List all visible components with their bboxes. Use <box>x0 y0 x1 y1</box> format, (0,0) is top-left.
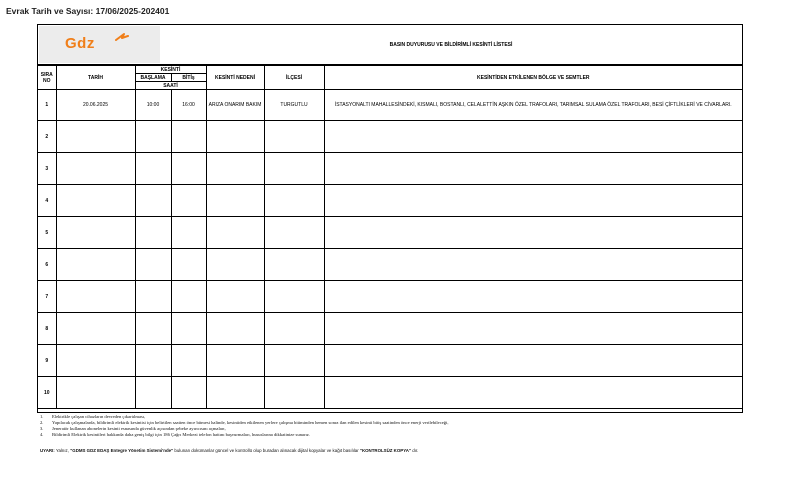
row-tarih <box>56 377 135 409</box>
row-tarih <box>56 121 135 153</box>
row-no: 10 <box>38 377 56 409</box>
row-neden <box>206 121 264 153</box>
table-row <box>38 249 742 281</box>
row-baslama <box>135 345 171 377</box>
row-no: 7 <box>38 281 56 313</box>
row-tarih <box>56 217 135 249</box>
row-neden <box>206 217 264 249</box>
note-text: Jeneratör kullanan abonelerin kesinti esnasında güvenlik açısından şebeke ayırıcısını açmaları, <box>52 426 226 431</box>
row-no: 8 <box>38 313 56 345</box>
header-saati: SAATİ <box>135 82 206 90</box>
row-neden <box>206 281 264 313</box>
header-bolge: KESİNTİDEN ETKİLENEN BÖLGE VE SEMTLER <box>324 66 742 90</box>
row-no: 2 <box>38 121 56 153</box>
row-neden <box>206 185 264 217</box>
row-bitis <box>171 121 206 153</box>
row-baslama <box>135 249 171 281</box>
row-baslama <box>135 217 171 249</box>
row-no: 6 <box>38 249 56 281</box>
row-bolge <box>324 377 742 409</box>
table-row <box>38 90 742 121</box>
row-neden <box>206 313 264 345</box>
row-baslama <box>135 313 171 345</box>
row-ilce <box>264 345 324 377</box>
row-baslama <box>135 121 171 153</box>
logo-mark-icon <box>114 31 130 47</box>
row-no: 5 <box>38 217 56 249</box>
warning-body-1: Yalnız, <box>54 448 71 453</box>
row-bitis <box>171 281 206 313</box>
logo-text: Gdz <box>65 35 95 52</box>
sheet-header <box>38 25 742 65</box>
row-bolge <box>324 281 742 313</box>
table-row <box>38 313 742 345</box>
row-bitis <box>171 217 206 249</box>
row-bitis <box>171 313 206 345</box>
row-neden <box>206 153 264 185</box>
note-number: 3. <box>40 426 44 431</box>
document-title: BASIN DUYURUSU VE BİLDİRİMLİ KESİNTİ LİSTESİ <box>389 42 513 48</box>
note-text: Yapılacak çalışmalarda, bildirimli elektrik kesintisi için belirtilen saatten önce bitmesi halinde, kesintiden etkilenen yerlere çalışma bitiminden hemen sonra ilan edilen kesinti bitiş saatinden önce enerji verilebileceği, <box>52 420 449 425</box>
row-baslama <box>135 185 171 217</box>
note-number: 2. <box>40 420 44 425</box>
row-tarih <box>56 153 135 185</box>
gdz-logo <box>39 26 160 63</box>
row-bolge: İSTASYONALTI MAHALLESİNDEKİ, KISMALI, BOSTANLI, CELALETTİN AŞKIN ÖZEL TRAFOLARI, TARIMSAL SULAMA ÖZEL TRAFOLARI, BESİ ÇİFTLİKLERİ VE CİVARLARI. <box>324 90 742 121</box>
row-neden <box>206 345 264 377</box>
row-ilce <box>264 249 324 281</box>
header-bitis: BİTİş <box>171 74 206 82</box>
table-row <box>38 217 742 249</box>
note-number: 1. <box>40 414 44 419</box>
row-bolge <box>324 249 742 281</box>
row-neden <box>206 377 264 409</box>
row-no: 3 <box>38 153 56 185</box>
row-no: 9 <box>38 345 56 377</box>
row-no: 4 <box>38 185 56 217</box>
row-bitis <box>171 377 206 409</box>
note-text: Elektrikle çalışan cihazların devreden çıkartılması, <box>52 414 146 419</box>
row-bitis <box>171 185 206 217</box>
row-tarih <box>56 281 135 313</box>
row-neden <box>206 249 264 281</box>
warning-footer <box>40 448 418 453</box>
row-bolge <box>324 121 742 153</box>
row-baslama <box>135 377 171 409</box>
row-tarih: 20.06.2025 <box>56 90 135 121</box>
row-ilce <box>264 153 324 185</box>
warning-body-2: bulunan dokümanlar güncel ve kontrollü olup buradan alınacak dijital kopyalar ve kağıt basılılar <box>173 448 360 453</box>
row-bolge <box>324 153 742 185</box>
row-ilce <box>264 281 324 313</box>
row-ilce <box>264 313 324 345</box>
header-tarih: TARİH <box>56 66 135 90</box>
row-baslama: 10:00 <box>135 90 171 121</box>
header-baslama: BAŞLAMA <box>135 74 171 82</box>
outage-list-sheet <box>37 24 743 413</box>
warning-body-3: dır. <box>410 448 419 453</box>
header-ilcesi: İLÇESİ <box>264 66 324 90</box>
row-ilce <box>264 217 324 249</box>
table-row <box>38 281 742 313</box>
evrak-date-number: Evrak Tarih ve Sayısı: 17/06/2025-202401 <box>6 6 170 16</box>
row-baslama <box>135 281 171 313</box>
header-sira: SIRA <box>40 71 53 78</box>
row-baslama <box>135 153 171 185</box>
note-number: 4. <box>40 432 44 437</box>
row-bitis <box>171 153 206 185</box>
note-item <box>40 432 449 438</box>
row-ilce: TURGUTLU <box>264 90 324 121</box>
table-row <box>38 185 742 217</box>
row-tarih <box>56 313 135 345</box>
outage-table <box>38 65 742 409</box>
table-row <box>38 345 742 377</box>
row-ilce <box>264 377 324 409</box>
row-bitis <box>171 345 206 377</box>
row-ilce <box>264 121 324 153</box>
row-bitis <box>171 249 206 281</box>
row-neden: ARIZA ONARIM BAKIM <box>206 90 264 121</box>
header-sira-no <box>38 66 56 90</box>
row-bolge <box>324 217 742 249</box>
row-tarih <box>56 249 135 281</box>
row-bolge <box>324 185 742 217</box>
header-kesinti: KESİNTİ <box>135 66 206 74</box>
row-bolge <box>324 345 742 377</box>
warning-system-name: "GDMS GDZ EDAŞ Entegre Yönetim Sistemi'nde" <box>70 448 174 453</box>
note-text: Bildirimli Elektrik kesintileri hakkında daha geniş bilgi için 186 Çağrı Merkezi telefon hattını başvurmaları, hususlarına dikkatinize sunarız. <box>52 432 310 437</box>
table-row <box>38 377 742 409</box>
row-ilce <box>264 185 324 217</box>
table-row <box>38 153 742 185</box>
row-bitis: 16:00 <box>171 90 206 121</box>
warning-prefix: UYARI: <box>40 448 55 453</box>
notes-list <box>40 414 449 438</box>
warning-uncontrolled-copy: "KONTROLSÜZ KOPYA" <box>359 448 411 453</box>
row-tarih <box>56 185 135 217</box>
header-no: NO <box>43 77 51 84</box>
table-row <box>38 121 742 153</box>
header-kesinti-nedeni: KESİNTİ NEDENİ <box>206 66 264 90</box>
row-bolge <box>324 313 742 345</box>
header-row-top <box>38 66 742 74</box>
row-tarih <box>56 345 135 377</box>
row-no: 1 <box>38 90 56 121</box>
